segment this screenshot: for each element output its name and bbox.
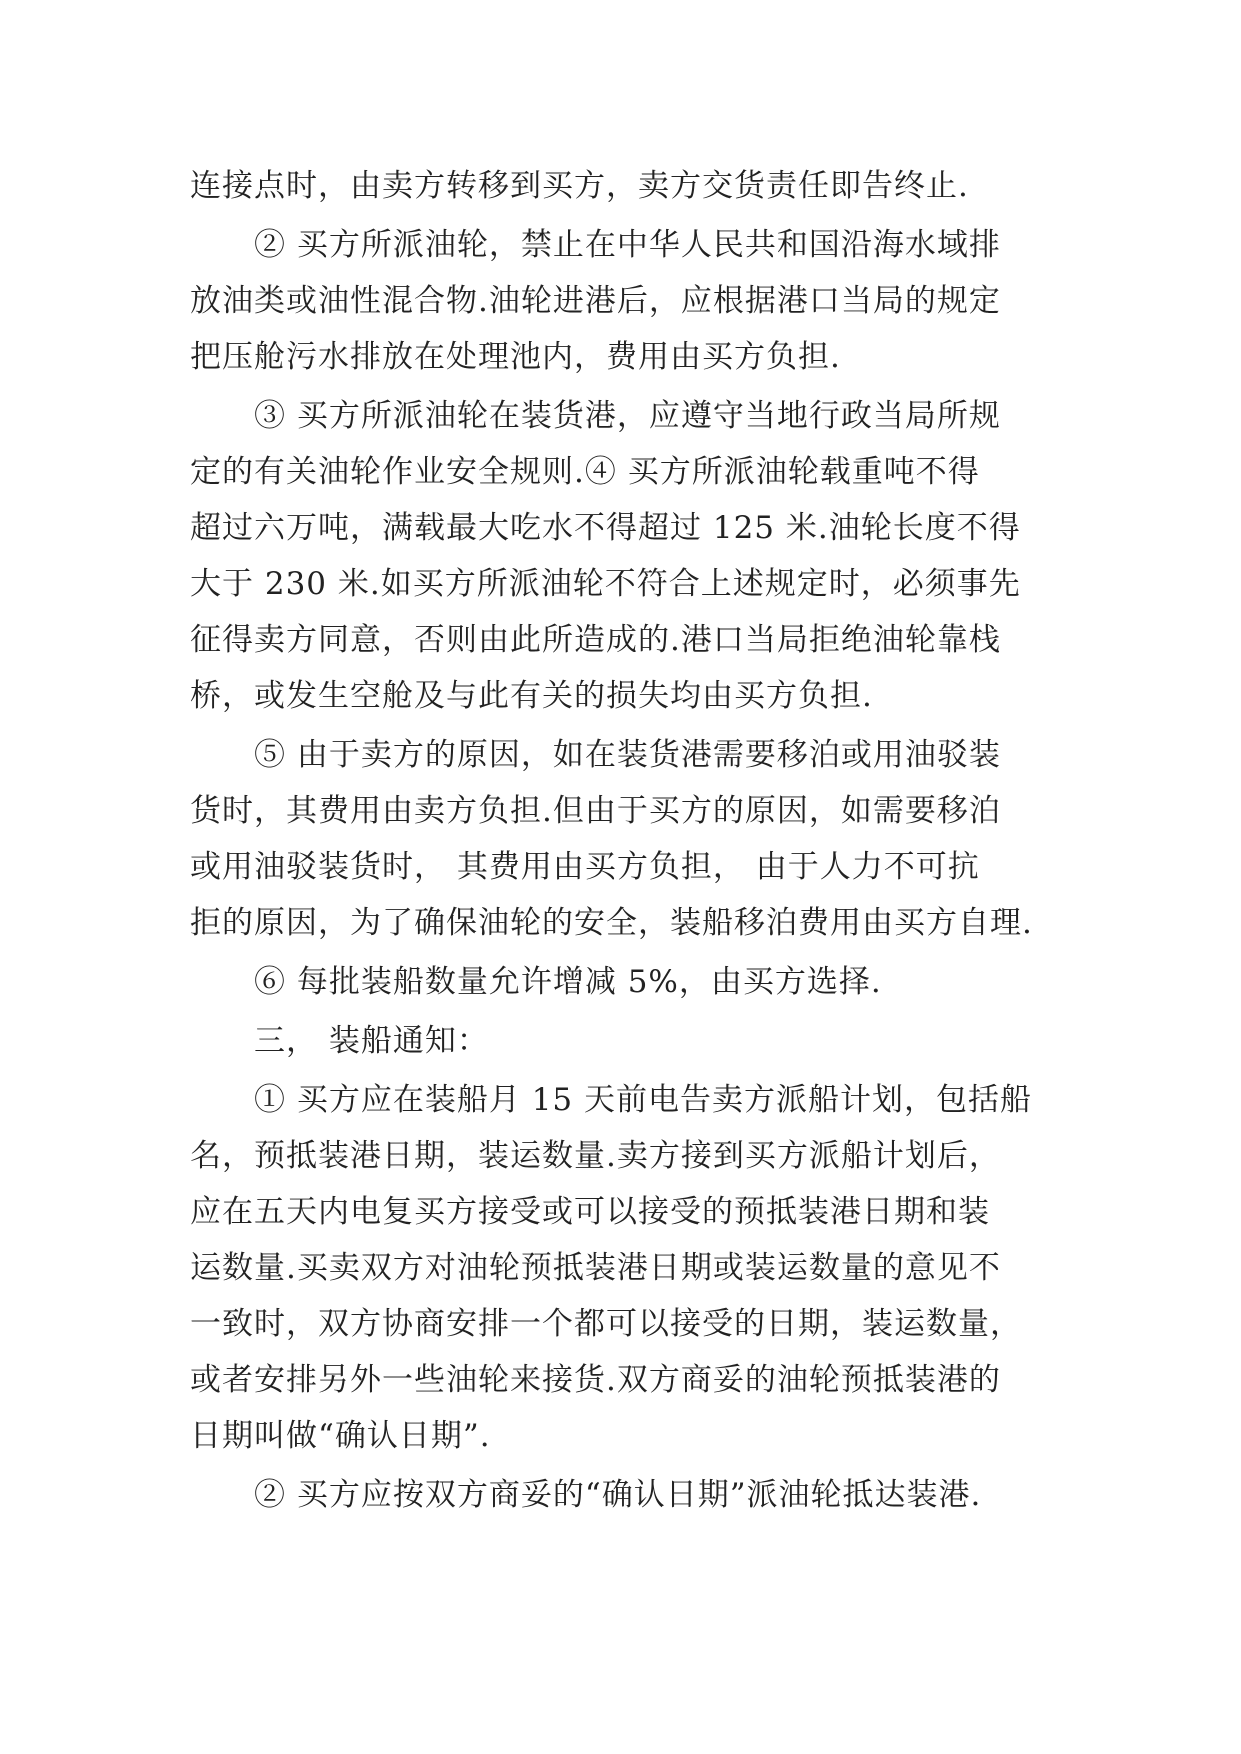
text-line: 大于 230 米.如买方所派油轮不符合上述规定时，必须事先: [190, 566, 1021, 602]
clause-6: ⑥ 每批装船数量允许增减 5%，由买方选择.: [254, 964, 882, 1000]
clause-2-start: ② 买方所派油轮，禁止在中华人民共和国沿海水域排: [254, 227, 1001, 263]
text-line: 放油类或油性混合物.油轮进港后，应根据港口当局的规定: [190, 283, 1001, 319]
text-line: 桥，或发生空舱及与此有关的损失均由买方负担.: [190, 678, 873, 714]
text-line: 运数量.买卖双方对油轮预抵装港日期或装运数量的意见不: [190, 1250, 1001, 1286]
section-heading: 三， 装船通知：: [254, 1023, 489, 1059]
text-line: 应在五天内电复买方接受或可以接受的预抵装港日期和装: [190, 1194, 990, 1230]
text-line: 征得卖方同意，否则由此所造成的.港口当局拒绝油轮靠栈: [190, 622, 1001, 658]
text-line: 或用油驳装货时， 其费用由买方负担， 由于人力不可抗: [190, 849, 980, 885]
text-line: 把压舱污水排放在处理池内，费用由买方负担.: [190, 339, 841, 375]
notice-clause-2: ② 买方应按双方商妥的“确认日期”派油轮抵达装港.: [254, 1477, 982, 1513]
text-line: 一致时，双方协商安排一个都可以接受的日期，装运数量，: [190, 1306, 1022, 1342]
text-line: 货时，其费用由卖方负担.但由于买方的原因，如需要移泊: [190, 793, 1001, 829]
clause-5-start: ⑤ 由于卖方的原因，如在装货港需要移泊或用油驳装: [254, 737, 1001, 773]
text-line: 连接点时，由卖方转移到买方，卖方交货责任即告终止.: [190, 168, 969, 204]
text-line: 日期叫做“确认日期”.: [190, 1418, 491, 1454]
clause-3-start: ③ 买方所派油轮在装货港，应遵守当地行政当局所规: [254, 398, 1001, 434]
notice-clause-1-start: ① 买方应在装船月 15 天前电告卖方派船计划，包括船: [254, 1082, 1033, 1118]
text-line: 定的有关油轮作业安全规则.④ 买方所派油轮载重吨不得: [190, 454, 980, 490]
text-line: 超过六万吨，满载最大吃水不得超过 125 米.油轮长度不得: [190, 510, 1021, 546]
text-line: 拒的原因，为了确保油轮的安全，装船移泊费用由买方自理.: [190, 905, 1033, 941]
text-line: 或者安排另外一些油轮来接货.双方商妥的油轮预抵装港的: [190, 1362, 1001, 1398]
text-line: 名，预抵装港日期，装运数量.卖方接到买方派船计划后，: [190, 1138, 1001, 1174]
